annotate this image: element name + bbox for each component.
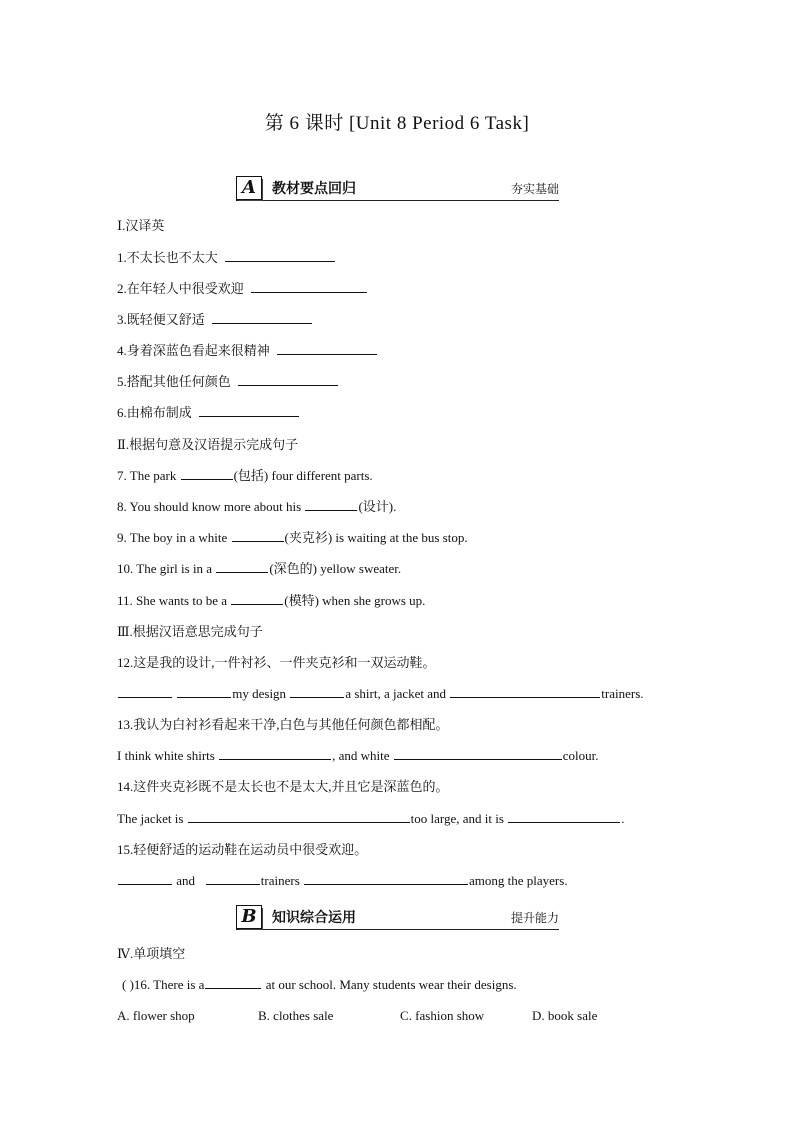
answer-blank[interactable] (188, 810, 410, 823)
section-a-subtitle: 夯实基础 (510, 182, 559, 196)
answer-blank[interactable] (118, 872, 172, 885)
q-text: my design (232, 686, 290, 701)
part3-heading: Ⅲ.根据汉语意思完成句子 (117, 624, 263, 639)
q-text: a shirt, a jacket and (345, 686, 450, 701)
q-text: 9. The boy in a white (117, 530, 231, 545)
answer-blank[interactable] (225, 249, 335, 262)
answer-blank[interactable] (231, 592, 283, 605)
item-text: 2.在年轻人中很受欢迎 (117, 281, 244, 296)
section-b-subtitle: 提升能力 (510, 911, 559, 925)
section-b-badge: B (236, 905, 262, 929)
q-text: too large, and it is (410, 811, 508, 826)
answer-blank[interactable] (181, 467, 233, 480)
item-text: 4.身着深蓝色看起来很精神 (117, 343, 270, 358)
answer-blank[interactable] (206, 872, 260, 885)
option-d[interactable]: D. book sale (532, 1008, 598, 1023)
question-9 (117, 529, 468, 547)
answer-blank[interactable] (205, 976, 261, 989)
question-12-cn: 12.这是我的设计,一件衬衫、一件夹克衫和一双运动鞋。 (117, 655, 436, 670)
q-text: at our school. Many students wear their designs. (262, 977, 517, 992)
q-text: 7. The park (117, 468, 180, 483)
section-a-title: 教材要点回归 (272, 181, 356, 197)
option-c[interactable]: C. fashion show (400, 1008, 485, 1023)
answer-blank[interactable] (394, 747, 562, 760)
option-a[interactable]: A. flower shop (117, 1008, 195, 1023)
answer-blank[interactable] (212, 311, 312, 324)
section-a-badge: A (236, 176, 262, 200)
section-a-header (236, 176, 559, 201)
part1-item-5 (117, 373, 339, 391)
answer-blank[interactable] (450, 685, 600, 698)
q-text: trainers. (601, 686, 644, 701)
q-text: . (621, 811, 625, 826)
question-13-cn: 13.我认为白衬衫看起来干净,白色与其他任何颜色都相配。 (117, 717, 449, 732)
answer-blank[interactable] (238, 373, 338, 386)
part1-heading: Ⅰ.汉译英 (117, 218, 165, 233)
answer-blank[interactable] (305, 498, 357, 511)
q-text: (模特) when she grows up. (284, 593, 426, 608)
q-text: trainers (260, 873, 304, 888)
option-b[interactable]: B. clothes sale (258, 1008, 334, 1023)
part4-heading: Ⅳ.单项填空 (117, 946, 186, 961)
part1-item-2 (117, 280, 368, 298)
q-text: (夹克衫) is waiting at the bus stop. (284, 530, 468, 545)
answer-blank[interactable] (251, 280, 367, 293)
question-15-cn: 15.轻便舒适的运动鞋在运动员中很受欢迎。 (117, 842, 368, 857)
q-text: colour. (562, 748, 599, 763)
q-text: 10. The girl is in a (117, 561, 216, 576)
answer-blank[interactable] (232, 529, 284, 542)
answer-blank[interactable] (304, 872, 468, 885)
q-text: and (173, 873, 199, 888)
answer-blank[interactable] (177, 685, 231, 698)
q-text: , and white (332, 748, 393, 763)
part2-heading: Ⅱ.根据句意及汉语提示完成句子 (117, 437, 299, 452)
section-b-header (236, 905, 559, 930)
question-16 (122, 976, 517, 994)
question-8 (117, 498, 396, 516)
answer-blank[interactable] (199, 404, 299, 417)
item-text: 3.既轻便又舒适 (117, 312, 205, 327)
item-text: 1.不太长也不太大 (117, 250, 218, 265)
q-text: I think white shirts (117, 748, 219, 763)
q-text: 8. You should know more about his (117, 499, 305, 514)
q-text: (设计). (358, 499, 397, 514)
answer-blank[interactable] (118, 685, 172, 698)
question-15-en (117, 872, 568, 890)
page-title: 第 6 课时 [Unit 8 Period 6 Task] (264, 113, 530, 134)
part1-item-3 (117, 311, 313, 329)
question-14-cn: 14.这件夹克衫既不是太长也不是太大,并且它是深蓝色的。 (117, 779, 449, 794)
item-text: 5.搭配其他任何颜色 (117, 374, 231, 389)
q-text: (深色的) yellow sweater. (269, 561, 402, 576)
q-text: The jacket is (117, 811, 187, 826)
question-12-en (117, 685, 644, 703)
q-text: (包括) four different parts. (233, 468, 373, 483)
part1-item-1 (117, 249, 336, 267)
question-13-en (117, 747, 599, 765)
question-14-en (117, 810, 624, 828)
q-text: among the players. (469, 873, 568, 888)
question-10 (117, 560, 401, 578)
question-11 (117, 592, 425, 610)
answer-blank[interactable] (290, 685, 344, 698)
part1-item-6 (117, 404, 300, 422)
question-7 (117, 467, 373, 485)
part1-item-4 (117, 342, 378, 360)
answer-paren[interactable]: ( ) (122, 977, 134, 992)
answer-blank[interactable] (219, 747, 331, 760)
answer-blank[interactable] (508, 810, 620, 823)
answer-blank[interactable] (277, 342, 377, 355)
q-text: 16. There is a (133, 977, 205, 992)
answer-blank[interactable] (216, 560, 268, 573)
item-text: 6.由棉布制成 (117, 405, 192, 420)
section-b-title: 知识综合运用 (272, 910, 356, 926)
q-text: 11. She wants to be a (117, 593, 231, 608)
